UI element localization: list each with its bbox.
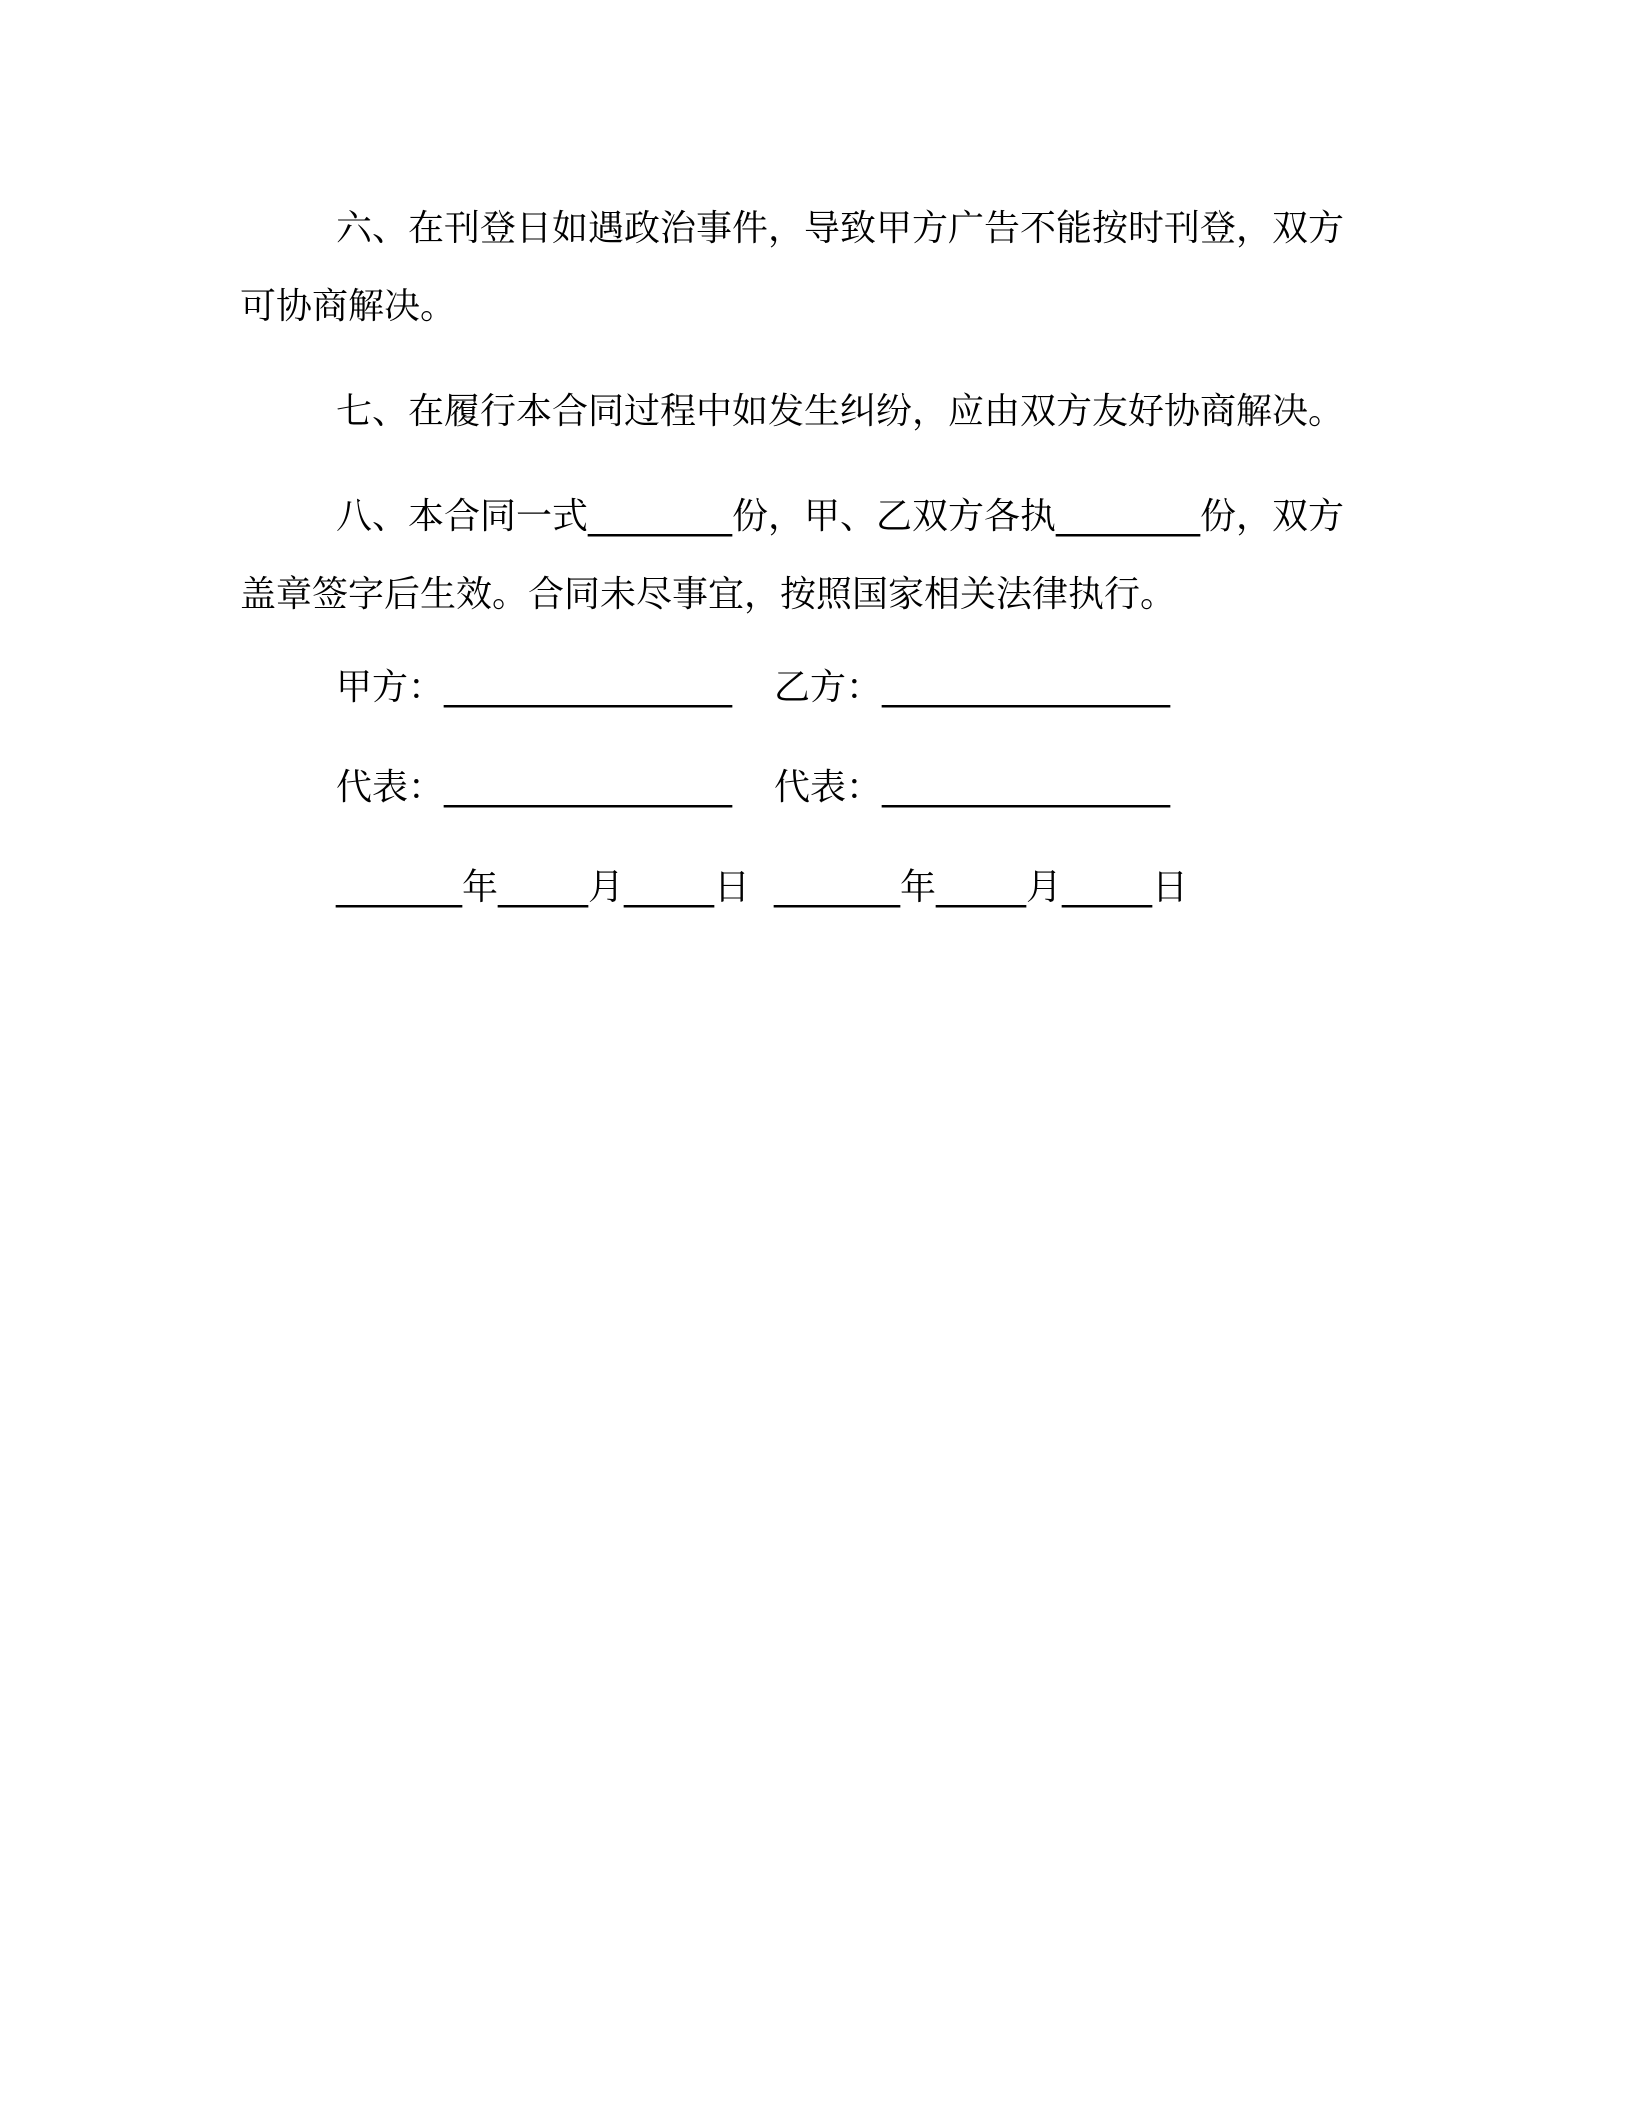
rep-a-field: 代表：________________ [336,767,733,808]
date-b-field: _______年_____月_____日 [774,867,1188,908]
representative-row [336,758,1236,858]
rep-b-field: 代表：________________ [774,767,1171,808]
clause-seven: 七、在履行本合同过程中如发生纠纷，应由双方友好协商解决。 [336,391,1345,432]
clause-eight: 八、本合同一式________份，甲、乙双方各执________份，双方盖章签字后生效。合同未尽事宜，按照国家相关法律执行。 [240,496,1345,615]
party-row [336,658,1236,758]
party-b-field: 乙方：________________ [774,667,1171,708]
clause-six: 六、在刊登日如遇政治事件，导致甲方广告不能按时刊登，双方可协商解决。 [240,208,1345,327]
date-a-field: _______年_____月_____日 [336,867,750,908]
contract-body [240,190,1368,661]
signature-block [336,658,1236,958]
party-a-field: 甲方：________________ [336,667,733,708]
date-row [336,858,1236,958]
